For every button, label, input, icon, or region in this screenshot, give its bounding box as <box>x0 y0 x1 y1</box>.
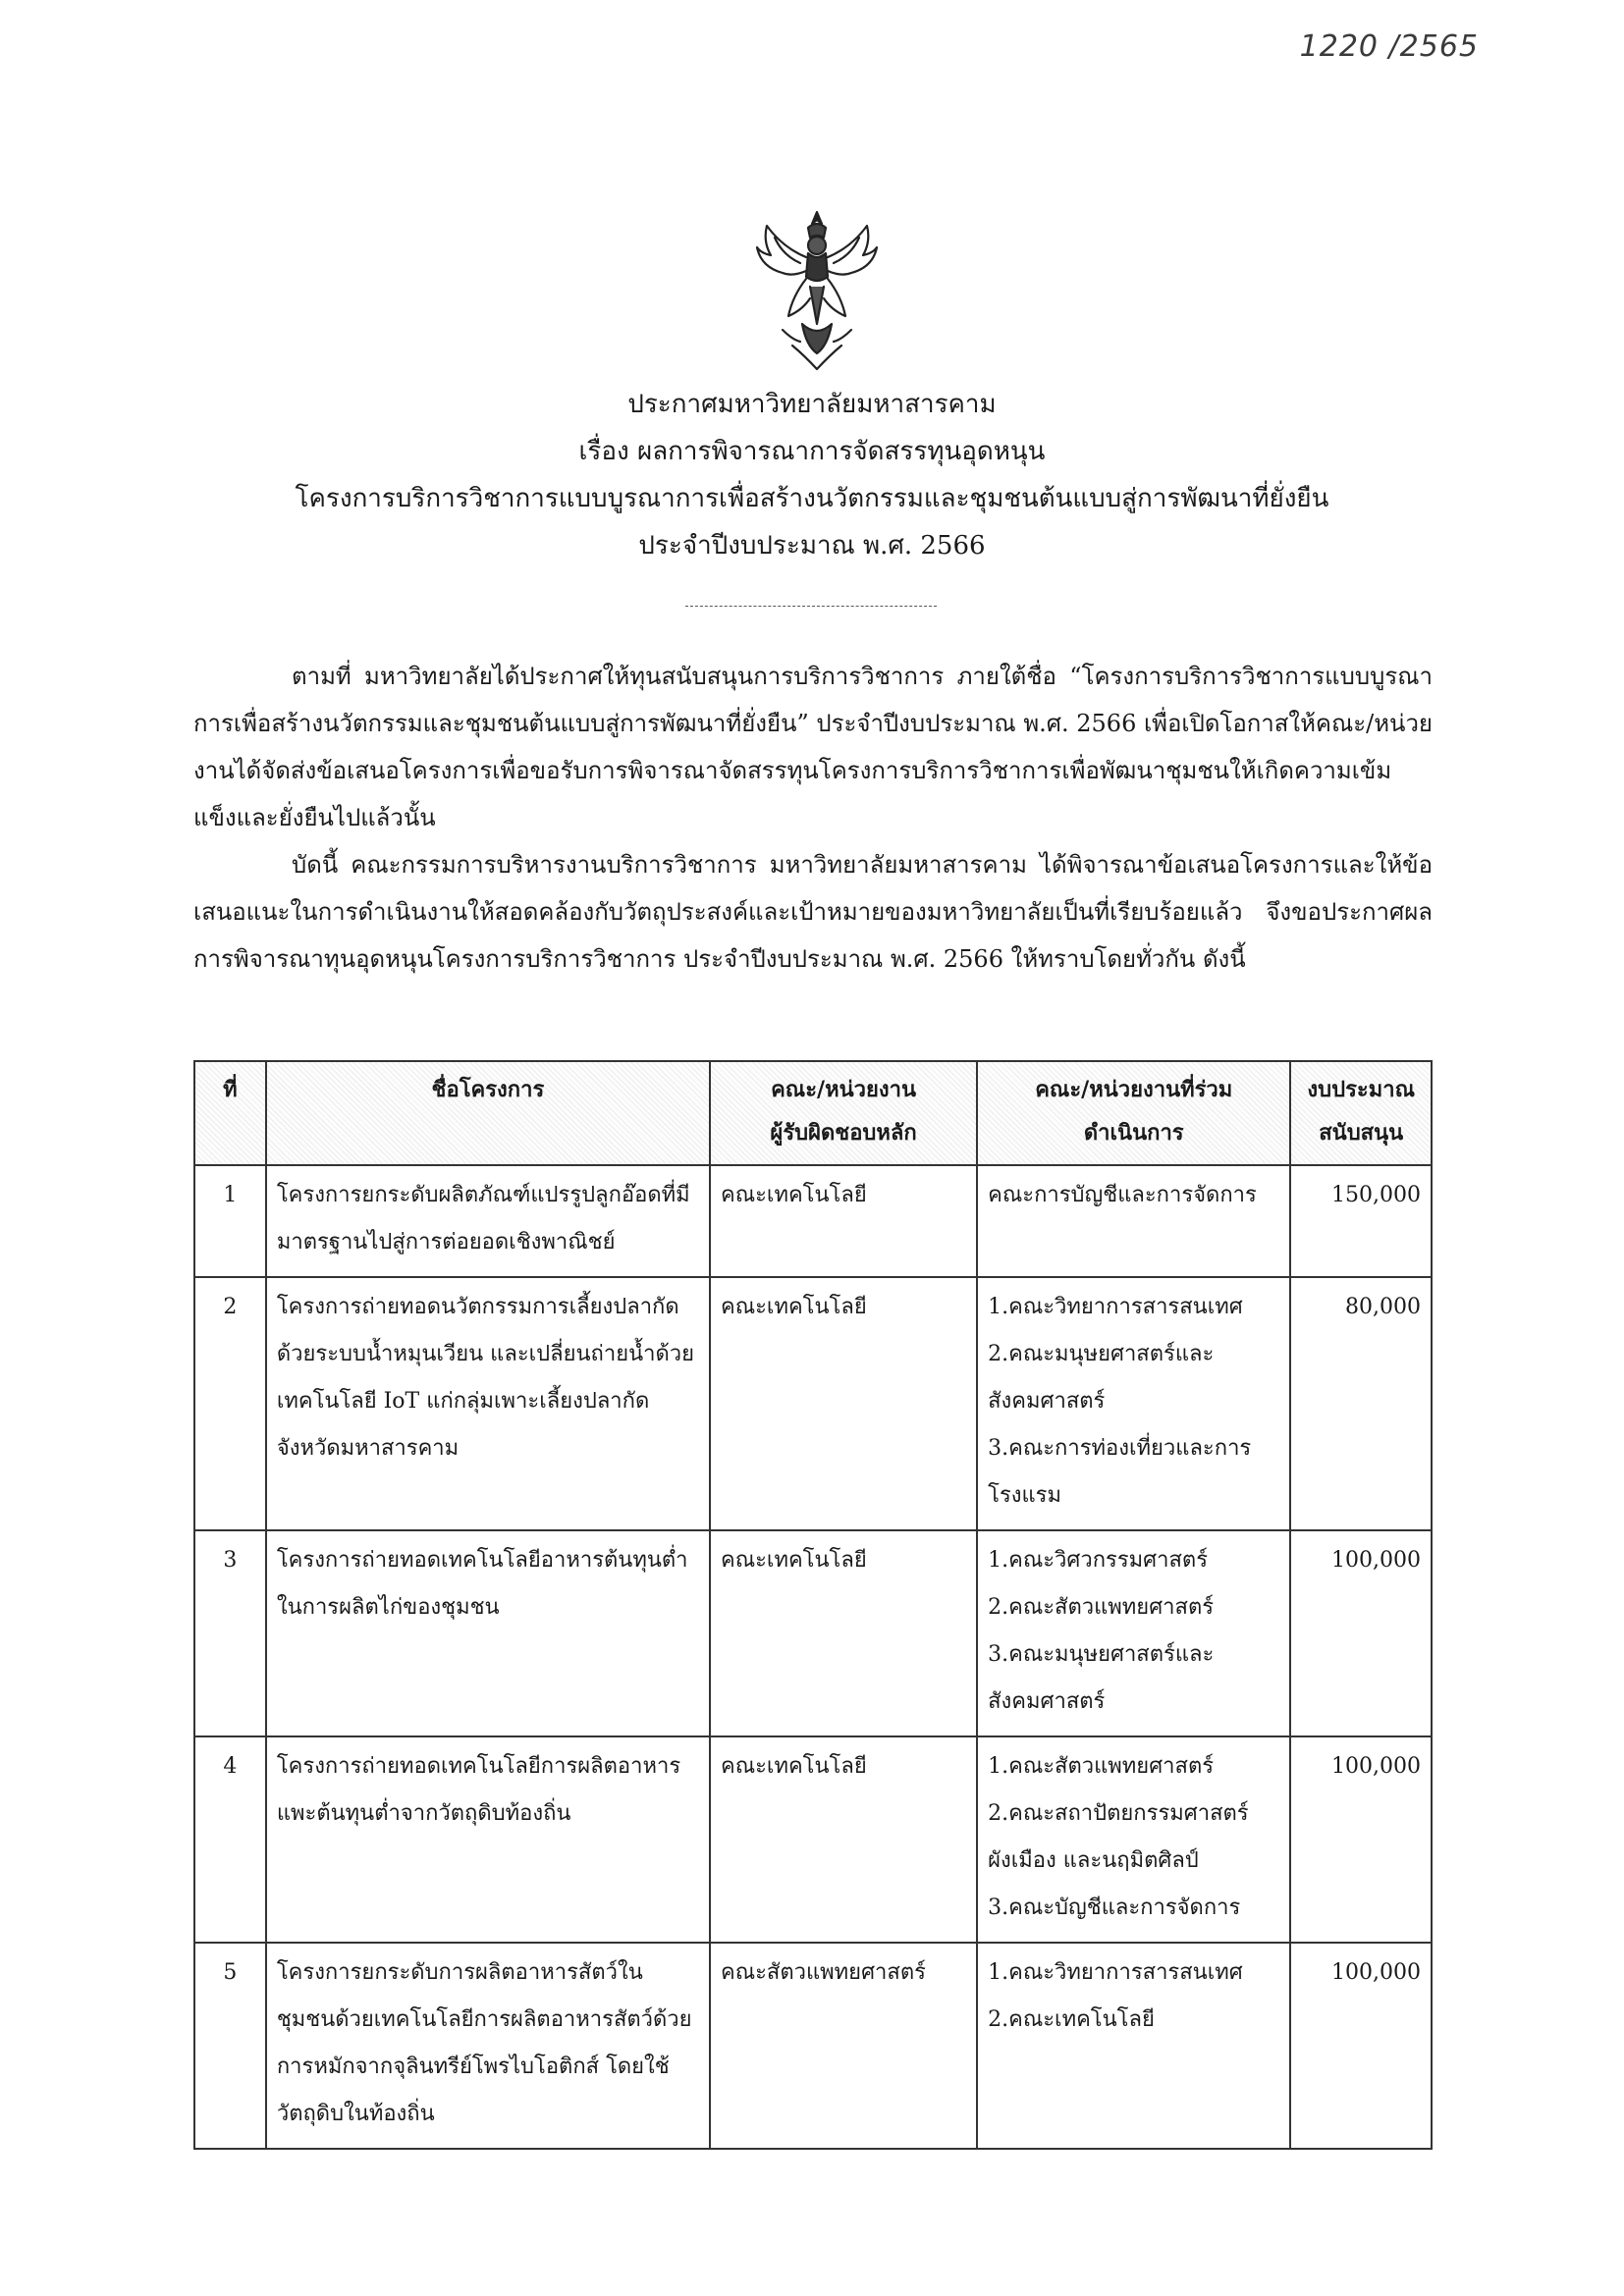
heading-program: โครงการบริการวิชาการแบบบูรณาการเพื่อสร้างนวัตกรรมและชุมชนต้นแบบสู่การพัฒนาที่ยั่งยืน <box>295 484 1329 513</box>
row-project-name: โครงการถ่ายทอดนวัตกรรมการเลี้ยงปลากัดด้วยระบบน้ำหมุนเวียน และเปลี่ยนถ่ายน้ำด้วยเทคโนโลยี IoT แก่กลุ่มเพาะเลี้ยงปลากัด จังหวัดมหาสารคาม <box>266 1277 710 1530</box>
header-budget-line: สนับสนุน <box>1319 1120 1404 1146</box>
header-project-name: ชื่อโครงการ <box>266 1061 710 1165</box>
row-co-faculties <box>977 1943 1290 2149</box>
table-row <box>194 1736 1432 1943</box>
announcement-heading <box>0 381 1624 569</box>
co-faculty-item: 2.คณะมนุษยศาสตร์และสังคมศาสตร์ <box>988 1342 1215 1414</box>
projects-table <box>193 1060 1433 2150</box>
header-no: ที่ <box>194 1061 266 1165</box>
row-budget: 100,000 <box>1290 1530 1432 1736</box>
header-co-faculty <box>977 1061 1290 1165</box>
row-number: 3 <box>194 1530 266 1736</box>
heading-separator <box>685 606 937 607</box>
header-budget-line: งบประมาณ <box>1307 1077 1415 1102</box>
row-number: 4 <box>194 1736 266 1943</box>
row-co-faculties <box>977 1277 1290 1530</box>
co-faculty-item: 1.คณะวิศวกรรมศาสตร์ <box>988 1548 1209 1573</box>
row-number: 2 <box>194 1277 266 1530</box>
row-project-name: โครงการยกระดับผลิตภัณฑ์แปรรูปลูกอ๊อดที่มีมาตรฐานไปสู่การต่อยอดเชิงพาณิชย์ <box>266 1165 710 1277</box>
co-faculty-item: 3.คณะมนุษยศาสตร์และสังคมศาสตร์ <box>988 1642 1215 1714</box>
row-budget: 150,000 <box>1290 1165 1432 1277</box>
row-lead-faculty: คณะเทคโนโลยี <box>710 1165 977 1277</box>
co-faculty-item: 2.คณะเทคโนโลยี <box>988 2007 1155 2032</box>
co-faculty-item: 3.คณะบัญชีและการจัดการ <box>988 1896 1241 1920</box>
co-faculty-item: 1.คณะวิทยาการสารสนเทศ <box>988 1960 1243 1985</box>
heading-fiscal-year: ประจำปีงบประมาณ พ.ศ. 2566 <box>638 531 986 561</box>
row-lead-faculty: คณะเทคโนโลยี <box>710 1736 977 1943</box>
heading-issuer: ประกาศมหาวิทยาลัยมหาสารคาม <box>627 390 997 419</box>
header-co-line: คณะ/หน่วยงานที่ร่วม <box>1035 1077 1233 1102</box>
row-co-faculties <box>977 1165 1290 1277</box>
row-number: 1 <box>194 1165 266 1277</box>
co-faculty-item: 1.คณะวิทยาการสารสนเทศ <box>988 1295 1243 1319</box>
row-co-faculties <box>977 1736 1290 1943</box>
body-paragraph: ตามที่ มหาวิทยาลัยได้ประกาศให้ทุนสนับสนุนการบริการวิชาการ ภายใต้ชื่อ “โครงการบริการวิชาการแบบบูรณาการเพื่อสร้างนวัตกรรมและชุมชนต้นแบบสู่การพัฒนาที่ยั่งยืน” ประจำปีงบประมาณ พ.ศ. 2566 เพื่อเปิดโอกาสให้คณะ/หน่วยงานได้จัดส่งข้อเสนอโครงการเพื่อขอรับการพิจารณาจัดสรรทุนโครงการบริการวิชาการเพื่อพัฒนาชุมชนให้เกิดความเข้มแข็งและยั่งยืนไปแล้วนั้น <box>193 663 1433 831</box>
row-budget: 80,000 <box>1290 1277 1432 1530</box>
row-lead-faculty: คณะเทคโนโลยี <box>710 1277 977 1530</box>
heading-subject: เรื่อง ผลการพิจารณาการจัดสรรทุนอุดหนุน <box>578 437 1046 466</box>
co-faculty-item: 3.คณะการท่องเที่ยวและการโรงแรม <box>988 1436 1252 1508</box>
row-lead-faculty: คณะสัตวแพทยศาสตร์ <box>710 1943 977 2149</box>
table-row <box>194 1165 1432 1277</box>
header-lead-faculty <box>710 1061 977 1165</box>
body-paragraph: บัดนี้ คณะกรรมการบริหารงานบริการวิชาการ มหาวิทยาลัยมหาสารคาม ได้พิจารณาข้อเสนอโครงการและให้ข้อเสนอแนะในการดำเนินงานให้สอดคล้องกับวัตถุประสงค์และเป้าหมายของมหาวิทยาลัยเป็นที่เรียบร้อยแล้ว จึงขอประกาศผลการพิจารณาทุนอุดหนุนโครงการบริการวิชาการ ประจำปีงบประมาณ พ.ศ. 2566 ให้ทราบโดยทั่วกัน ดังนี้ <box>193 851 1433 973</box>
header-budget <box>1290 1061 1432 1165</box>
co-faculty-item: คณะการบัญชีและการจัดการ <box>988 1183 1257 1207</box>
document-number-handwritten: 1220 /2565 <box>1299 29 1479 64</box>
row-project-name: โครงการยกระดับการผลิตอาหารสัตว์ในชุมชนด้วยเทคโนโลยีการผลิตอาหารสัตว์ด้วยการหมักจากจุลินทรีย์โพรไบโอติกส์ โดยใช้วัตถุดิบในท้องถิ่น <box>266 1943 710 2149</box>
co-faculty-item: 2.คณะสัตวแพทยศาสตร์ <box>988 1595 1215 1620</box>
garuda-emblem-icon <box>753 208 881 373</box>
announcement-body <box>193 653 1433 983</box>
row-budget: 100,000 <box>1290 1943 1432 2149</box>
header-co-line: ดำเนินการ <box>1083 1120 1184 1146</box>
table-row <box>194 1277 1432 1530</box>
table-row <box>194 1943 1432 2149</box>
co-faculty-item: 2.คณะสถาปัตยกรรมศาสตร์ ผังเมือง และนฤมิตศิลป์ <box>988 1801 1249 1873</box>
row-number: 5 <box>194 1943 266 2149</box>
row-co-faculties <box>977 1530 1290 1736</box>
header-lead-line: ผู้รับผิดชอบหลัก <box>770 1120 917 1146</box>
row-project-name: โครงการถ่ายทอดเทคโนโลยีอาหารต้นทุนต่ำในการผลิตไก่ของชุมชน <box>266 1530 710 1736</box>
row-lead-faculty: คณะเทคโนโลยี <box>710 1530 977 1736</box>
table-row <box>194 1530 1432 1736</box>
table-header-row <box>194 1061 1432 1165</box>
header-lead-line: คณะ/หน่วยงาน <box>771 1077 916 1102</box>
row-project-name: โครงการถ่ายทอดเทคโนโลยีการผลิตอาหารแพะต้นทุนต่ำจากวัตถุดิบท้องถิ่น <box>266 1736 710 1943</box>
row-budget: 100,000 <box>1290 1736 1432 1943</box>
co-faculty-item: 1.คณะสัตวแพทยศาสตร์ <box>988 1754 1215 1779</box>
